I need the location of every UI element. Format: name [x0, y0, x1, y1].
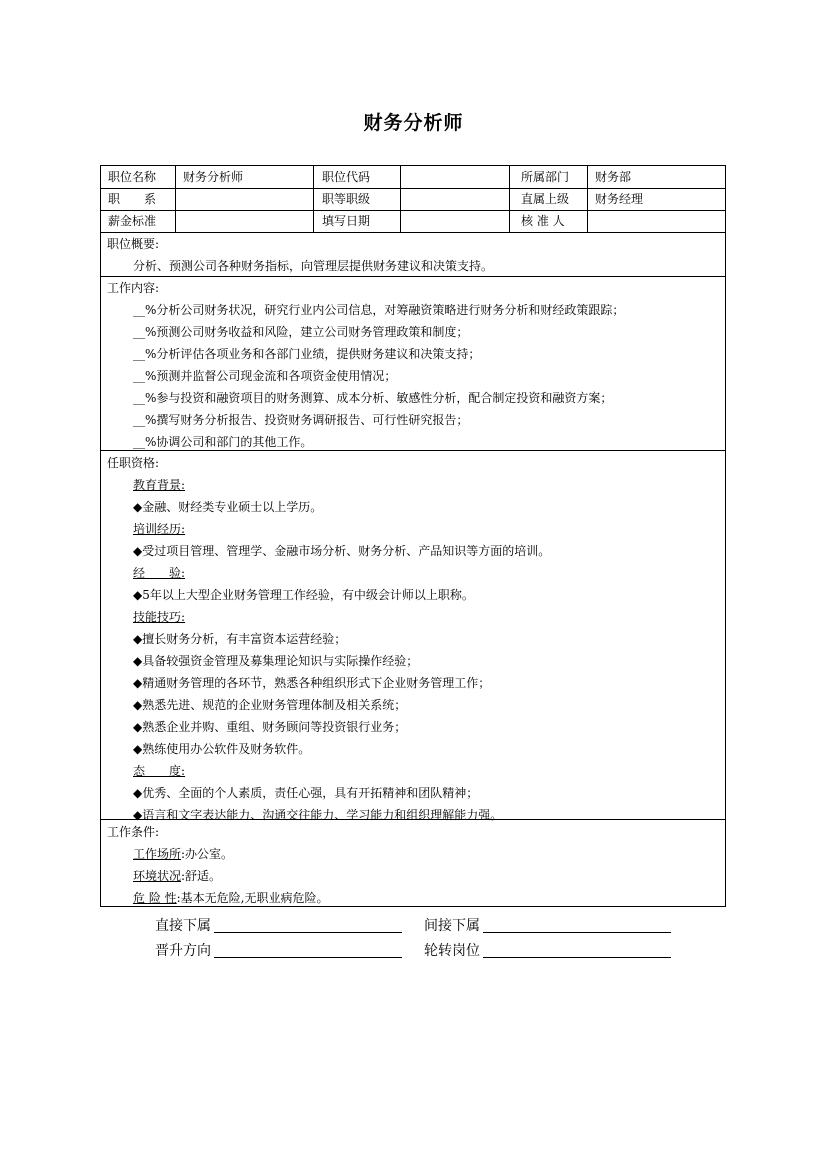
- attitude-item: ◆语言和文字表达能力、沟通交往能力、学习能力和组织理解能力强。: [133, 808, 503, 822]
- env-value: :舒适。: [181, 869, 222, 883]
- attitude-heading: 态 度:: [133, 764, 186, 778]
- label-position-name: 职位名称: [108, 170, 157, 184]
- summary-label: 职位概要:: [107, 237, 160, 251]
- label-position-code: 职位代码: [322, 170, 371, 184]
- label-salary: 薪金标准: [108, 214, 157, 228]
- label-grade: 职等职级: [322, 192, 371, 206]
- duty-item: __%协调公司和部门的其他工作。: [133, 435, 313, 449]
- rotation-position-blank[interactable]: [483, 957, 671, 958]
- label-approver: 核 准 人: [521, 214, 565, 228]
- risk-label: 危 险 性: [133, 891, 177, 905]
- duty-item: __%参与投资和融资项目的财务测算、成本分析、敏感性分析，配合制定投资和融资方案；: [133, 391, 613, 405]
- value-department: 财务部: [595, 170, 632, 184]
- rotation-position-label: 轮转岗位: [424, 943, 480, 959]
- indirect-subordinates-blank[interactable]: [483, 932, 671, 933]
- value-supervisor: 财务经理: [595, 192, 644, 206]
- skill-item: ◆具备较强资金管理及募集理论知识与实际操作经验；: [133, 654, 419, 668]
- indirect-subordinates-label: 间接下属: [424, 918, 480, 934]
- training-heading: 培训经历:: [133, 522, 186, 536]
- promotion-path-blank[interactable]: [214, 957, 402, 958]
- label-supervisor: 直属上级: [521, 192, 570, 206]
- skill-item: ◆精通财务管理的各环节，熟悉各种组织形式下企业财务管理工作；: [133, 676, 491, 690]
- duty-item: __%撰写财务分析报告、投资财务调研报告、可行性研究报告；: [133, 413, 469, 427]
- skill-item: ◆熟练使用办公软件及财务软件。: [133, 742, 311, 756]
- label-department: 所属部门: [521, 170, 570, 184]
- promotion-path-label: 晋升方向: [155, 943, 211, 959]
- place-value: :办公室。: [181, 847, 234, 861]
- page-title: 财务分析师: [363, 112, 464, 134]
- experience-heading: 经 验:: [133, 566, 186, 580]
- label-fill-date: 填写日期: [322, 214, 371, 228]
- duty-item: __%分析评估各项业务和各部门业绩，提供财务建议和决策支持；: [133, 347, 481, 361]
- experience-item: ◆5年以上大型企业财务管理工作经验，有中级会计师以上职称。: [133, 588, 474, 602]
- skill-item: ◆熟悉企业并购、重组、财务顾问等投资银行业务；: [133, 720, 407, 734]
- education-heading: 教育背景:: [133, 478, 186, 492]
- condition-place: [133, 847, 233, 861]
- value-position-name: 财务分析师: [183, 170, 244, 184]
- job-description-table: [100, 165, 726, 907]
- summary-text: 分析、预测公司各种财务指标，向管理层提供财务建议和决策支持。: [133, 259, 494, 273]
- condition-risk: [133, 891, 329, 905]
- place-label: 工作场所: [133, 847, 182, 861]
- qualifications-label: 任职资格:: [107, 456, 160, 470]
- duty-item: __%预测公司财务收益和风险，建立公司财务管理政策和制度；: [133, 325, 469, 339]
- env-label: 环境状况: [133, 869, 182, 883]
- duty-item: __%预测并监督公司现金流和各项资金使用情况；: [133, 369, 397, 383]
- education-item: ◆金融、财经类专业硕士以上学历。: [133, 500, 323, 514]
- duty-item: __%分析公司财务状况，研究行业内公司信息，对筹融资策略进行财务分析和财经政策跟踪；: [133, 303, 625, 317]
- direct-subordinates-blank[interactable]: [214, 932, 402, 933]
- skills-heading: 技能技巧:: [133, 610, 186, 624]
- conditions-label: 工作条件:: [107, 825, 160, 839]
- skill-item: ◆熟悉先进、规范的企业财务管理体制及相关系统；: [133, 698, 407, 712]
- attitude-item: ◆优秀、全面的个人素质，责任心强，具有开拓精神和团队精神；: [133, 786, 479, 800]
- risk-value: :基本无危险,无职业病危险。: [176, 891, 329, 905]
- training-item: ◆受过项目管理、管理学、金融市场分析、财务分析、产品知识等方面的培训。: [133, 544, 551, 558]
- label-job-family: 职 系: [108, 192, 157, 206]
- direct-subordinates-label: 直接下属: [155, 918, 211, 934]
- condition-environment: [133, 869, 221, 883]
- duties-label: 工作内容:: [107, 281, 160, 295]
- skill-item: ◆擅长财务分析，有丰富资本运营经验；: [133, 632, 347, 646]
